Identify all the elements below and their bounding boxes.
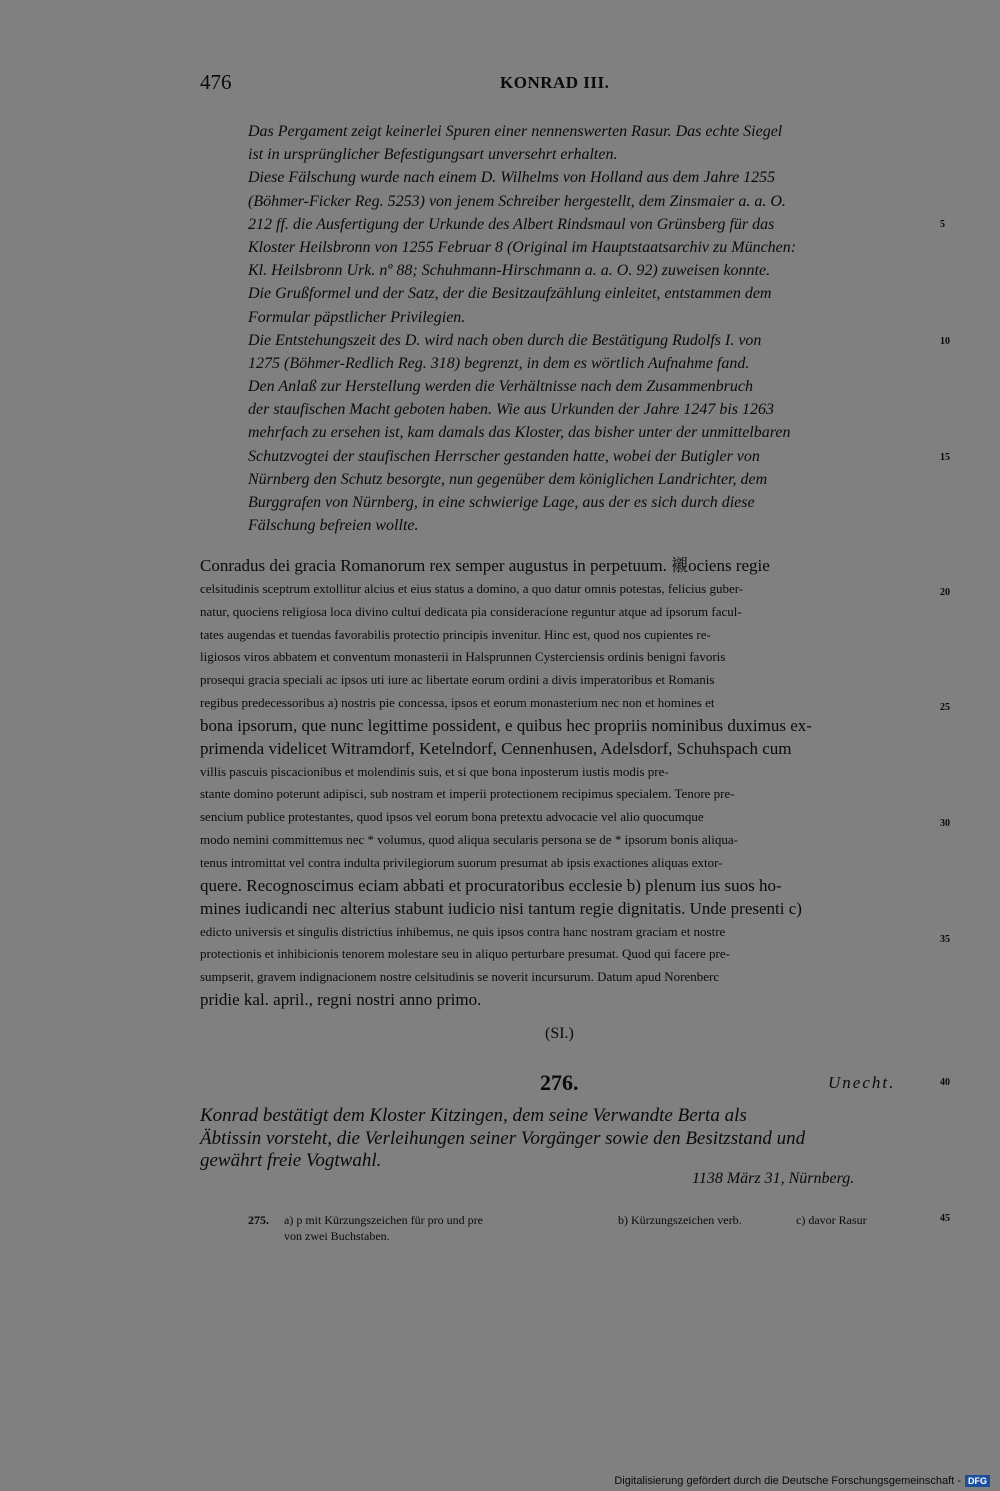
footnote-line — [248, 1212, 938, 1228]
commentary-line: Kloster Heilsbronn von 1255 Februar 8 (Original im Hauptstaatsarchiv zu München: — [248, 238, 797, 256]
charter-line: Conradus dei gracia Romanorum rex semper augustus in perpetuum. 襯ociens regie — [200, 556, 770, 575]
commentary-line: der staufischen Macht geboten haben. Wie aus Urkunden der Jahre 1247 bis 1263 — [248, 401, 774, 419]
charter-line: villis pascuis piscacionibus et molendinis suis, et si que bona inposterum iustis modis pre- — [200, 763, 669, 779]
line-number: 45 — [940, 1213, 950, 1224]
footnotes — [248, 1212, 938, 1244]
footnote-ref: 275. — [248, 1213, 269, 1227]
commentary-line: Die Entstehungszeit des D. wird nach oben durch die Bestätigung Rudolfs I. von — [248, 331, 762, 349]
charter-line: pridie kal. april., regni nostri anno primo. — [200, 990, 482, 1010]
charter-line: tenus intromittat vel contra indulta privilegiorum suorum presumat ab ipsis exactiones aliquas extor- — [200, 854, 723, 870]
charter-text — [200, 555, 930, 1012]
charter-line: prosequi gracia speciali ac ipsos uti iure ac libertate eorum ordini a divis imperatoribus et Romanis — [200, 672, 715, 688]
charter-line: celsitudinis sceptrum extollitur alcius et eius status a domino, a quo datur omnis potestas, felicius guber- — [200, 580, 744, 596]
charter-line: bona ipsorum, que nunc legittime possident, e quibus hec propriis nominibus duximus ex- — [200, 715, 812, 735]
footnote-line — [248, 1228, 938, 1244]
commentary-line: Burggrafen von Nürnberg, in eine schwierige Lage, aus der es sich durch diese — [248, 494, 755, 511]
funding-credit — [614, 1475, 990, 1487]
charter-line: protectionis et inhibicionis tenorem molestare seu in aliquo perturbare presumat. Quod qui facere pre- — [200, 946, 730, 962]
charter-line: stante domino poterunt adipisci, sub nostram et imperii protectionem recipimus specialem. Tenore pre- — [200, 786, 735, 802]
line-number: 25 — [940, 702, 950, 713]
commentary-line: Nürnberg den Schutz besorgte, nun gegenüber dem königlichen Landrichter, dem — [248, 470, 768, 488]
regest-line: Äbtissin vorsteht, die Verleihungen seiner Vorgänger sowie den Besitzstand und — [200, 1127, 806, 1149]
line-number: 35 — [940, 934, 950, 945]
commentary — [248, 120, 930, 537]
line-number: 10 — [940, 336, 950, 347]
charter-line: regibus predecessoribus a) nostris pie concessa, ipsos et eorum monasterium nec non et homines et — [200, 695, 715, 711]
seal-note: (SI.) — [545, 1025, 574, 1042]
running-title: KONRAD III. — [500, 73, 610, 92]
commentary-line: 212 ff. die Ausfertigung der Urkunde des Albert Rindsmaul von Grünsberg für das — [248, 215, 775, 233]
commentary-paragraph — [248, 329, 930, 538]
charter-line: ligiosos viros abbatem et conventum monasterii in Halsprunnen Cysterciensis ordinis benigni favoris — [200, 649, 726, 665]
line-number: 40 — [940, 1077, 950, 1088]
date-place: 1138 März 31, Nürnberg. — [692, 1170, 855, 1187]
line-number: 30 — [940, 818, 950, 829]
charter-line: edicto universis et singulis districtius inhibemus, ne quis ipsos contra hanc nostram graciam et nostre — [200, 923, 726, 939]
charter-line: sencium publice protestantes, quod ipsos vel eorum bona pretextu advocacie vel alio quocumque — [200, 809, 704, 825]
document-heading — [200, 1070, 930, 1100]
commentary-line: 1275 (Böhmer-Redlich Reg. 318) begrenzt, in dem es wörtlich Aufnahme fand. — [248, 354, 750, 372]
page-number: 476 — [200, 70, 232, 94]
footnote-a-continued: von zwei Buchstaben. — [284, 1229, 390, 1243]
charter-line: primenda videlicet Witramdorf, Ketelndorf, Cennenhusen, Adelsdorf, Schuhspach cum — [200, 738, 792, 758]
commentary-line: Fälschung befreien wollte. — [248, 517, 419, 535]
credit-text: Digitalisierung gefördert durch die Deutsche Forschungsgemeinschaft - — [614, 1475, 961, 1487]
page-header — [200, 70, 930, 100]
charter-line: mines iudicandi nec alterius stabunt iudicio nisi tantum regie dignitatis. Unde presenti c) — [200, 898, 802, 918]
regest-line: gewährt freie Vogtwahl. — [200, 1150, 382, 1171]
commentary-line: Formular päpstlicher Privilegien. — [248, 308, 466, 326]
commentary-line: Die Grußformel und der Satz, der die Besitzaufzählung einleitet, entstammen dem — [248, 285, 772, 303]
commentary-line: Diese Fälschung wurde nach einem D. Wilhelms von Holland aus dem Jahre 1255 — [248, 169, 776, 187]
charter-line: sumpserit, gravem indignacionem nostre celsitudinis se noverit incursurum. Datum apud Norenberc — [200, 969, 720, 985]
dfg-logo: DFG — [965, 1475, 990, 1487]
commentary-line: mehrfach zu ersehen ist, kam damals das Kloster, das bisher unter der unmittelbaren — [248, 424, 791, 442]
document-number: 276. — [540, 1070, 579, 1095]
regest-line: Konrad bestätigt dem Kloster Kitzingen, dem seine Verwandte Berta als — [200, 1105, 747, 1126]
commentary-line: ist in ursprünglicher Befestigungsart unversehrt erhalten. — [248, 146, 618, 164]
commentary-line: Schutzvogtei der staufischen Herrscher gestanden hatte, wobei der Butigler von — [248, 447, 760, 465]
footnote-c: c) davor Rasur — [796, 1213, 867, 1227]
charter-line: quere. Recognoscimus eciam abbati et procuratoribus ecclesie b) plenum ius suos ho- — [200, 875, 782, 895]
commentary-line: Kl. Heilsbronn Urk. nº 88; Schuhmann-Hirschmann a. a. O. 92) zuweisen konnte. — [248, 262, 771, 280]
commentary-paragraph — [248, 166, 930, 328]
line-number: 15 — [940, 452, 950, 463]
footnote-b: b) Kürzungszeichen verb. — [618, 1213, 742, 1227]
commentary-line: Das Pergament zeigt keinerlei Spuren einer nennenswerten Rasur. Das echte Siegel — [248, 123, 783, 140]
charter-line: modo nemini committemus nec * volumus, quod aliqua secularis persona se de * ipsorum bonis aliqua- — [200, 832, 738, 848]
authenticity-status: Unecht. — [828, 1073, 896, 1092]
charter-line: natur, quociens religiosa loca divino cultui dedicata pia consideracione reguntur atque ad ipsorum facul- — [200, 603, 742, 619]
commentary-paragraph — [248, 120, 930, 166]
regest — [200, 1105, 930, 1173]
commentary-line: (Böhmer-Ficker Reg. 5253) von jenem Schreiber hergestellt, dem Zinsmaier a. a. O. — [248, 192, 786, 210]
charter-line: tates augendas et tuendas favorabilis protectio principis invenitur. Hinc est, quod nos cupientes re- — [200, 626, 711, 642]
line-number: 20 — [940, 587, 950, 598]
footnote-a: a) p mit Kürzungszeichen für pro und pre — [284, 1213, 483, 1227]
commentary-line: Den Anlaß zur Herstellung werden die Verhältnisse nach dem Zusammenbruch — [248, 378, 753, 396]
line-number: 5 — [940, 219, 945, 230]
